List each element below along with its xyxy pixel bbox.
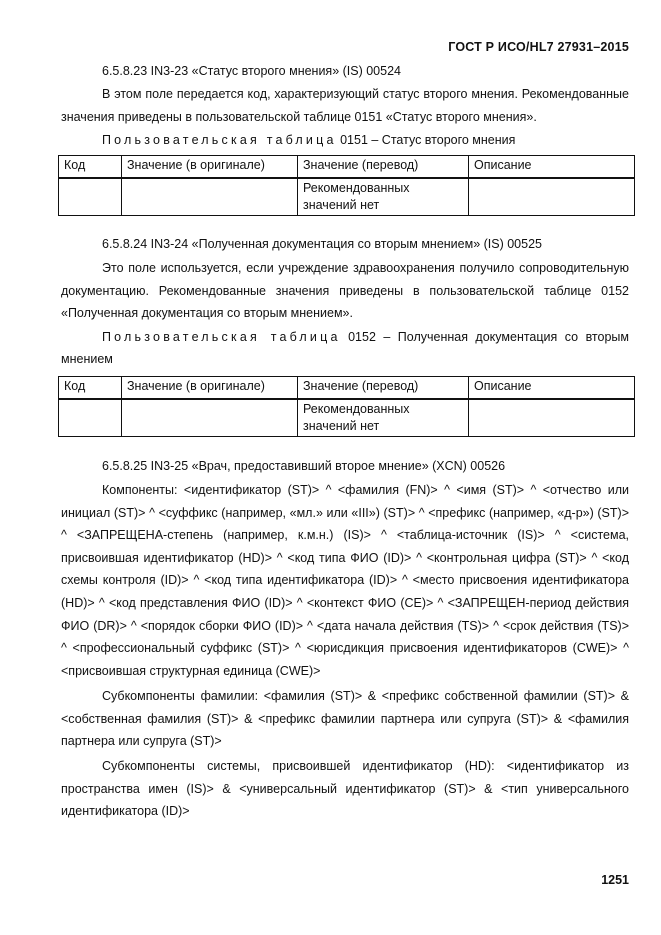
section-heading-6-5-8-24: 6.5.8.24 IN3-24 «Полученная документация со вторым мнением» (IS) 00525 <box>102 237 542 251</box>
column-header-translation: Значение (перевод) <box>298 156 469 179</box>
column-header-translation: Значение (перевод) <box>298 377 469 400</box>
user-table-0151 <box>58 155 635 216</box>
column-header-original: Значение (в оригинале) <box>122 377 298 400</box>
table-cell <box>122 178 298 216</box>
table-row <box>59 399 635 437</box>
column-header-description: Описание <box>469 156 635 179</box>
table-cell <box>122 399 298 437</box>
column-header-code: Код <box>59 156 122 179</box>
system-subcomponents-paragraph: Субкомпоненты системы, присвоившей идентификатор (HD): <идентификатор из пространства имен (IS)> & <универсальный идентификатор (ST)> & <тип универсального идентификатора (ID)> <box>61 759 629 819</box>
page-number: 1251 <box>601 873 629 887</box>
table-cell <box>59 178 122 216</box>
components-paragraph: Компоненты: <идентификатор (ST)> ^ <фамилия (FN)> ^ <имя (ST)> ^ <отчество или инициал (ST)> ^ <суффикс (например, «мл.» или «III») (ST)> ^ <префикс (например, «д-р») (ST)> ^ <ЗАПРЕЩЕНА-степень (например, к.м.н.) (IS)> ^ <таблица-источник (IS)> ^ <система, присвоившая идентификатор (HD)> ^ <код типа ФИО (ID)> ^ <контрольная цифра (ST)> ^ <код схемы контроля (ID)> ^ <код типа идентификатора (ID)> ^ <место присвоения идентификатора (HD)> ^ <код представления ФИО (ID)> ^ <контекст ФИО (CE)> ^ <ЗАПРЕЩЕН-период действия ФИО (DR)> ^ <порядок сборки ФИО (ID)> ^ <дата начала действия (TS)> ^ <срок действия (TS)> ^ <профессиональный суффикс (ST)> ^ <юрисдикция присвоения идентификаторов (CWE)> ^ <присвоившая структурная единица (CWE)> <box>61 483 629 678</box>
table-caption-spaced: Пользовательская таблица <box>102 133 337 147</box>
section-heading-6-5-8-25: 6.5.8.25 IN3-25 «Врач, предоставивший второе мнение» (XCN) 00526 <box>102 459 506 473</box>
column-header-description: Описание <box>469 377 635 400</box>
table-caption-0151 <box>61 129 629 151</box>
table-header-row <box>59 377 635 400</box>
column-header-code: Код <box>59 377 122 400</box>
table-cell: Рекомендованных значений нет <box>298 399 469 437</box>
table-caption-rest: 0152 – Полученная документация со вторым мнением <box>61 330 630 366</box>
column-header-original: Значение (в оригинале) <box>122 156 298 179</box>
table-cell <box>469 178 635 216</box>
user-table-0152 <box>58 376 635 437</box>
table-cell <box>469 399 635 437</box>
table-caption-0152 <box>61 326 629 370</box>
table-cell <box>59 399 122 437</box>
table-caption-rest: 0151 – Статус второго мнения <box>336 133 516 147</box>
family-subcomponents-paragraph: Субкомпоненты фамилии: <фамилия (ST)> & <префикс собственной фамилии (ST)> & <собственная фамилия (ST)> & <префикс фамилии партнера или супруга (ST)> & <фамилия партнера или супруга (ST)> <box>61 689 629 749</box>
section-text-6-5-8-24: Это поле используется, если учреждение здравоохранения получило сопроводительную документацию. Рекомендованные значения приведены в пользовательской таблице 0152 «Полученная документация со вторым мнением». <box>61 261 629 321</box>
table-row <box>59 178 635 216</box>
table-cell: Рекомендованных значений нет <box>298 178 469 216</box>
table-header-row <box>59 156 635 179</box>
section-heading-6-5-8-23: 6.5.8.23 IN3-23 «Статус второго мнения» (IS) 00524 <box>102 64 401 78</box>
section-text-6-5-8-23: В этом поле передается код, характеризующий статус второго мнения. Рекомендованные значения приведены в пользовательской таблице 0151 «Статус второго мнения». <box>61 87 629 124</box>
table-caption-spaced: Пользовательская таблица <box>102 330 341 344</box>
document-header: ГОСТ Р ИСО/HL7 27931–2015 <box>448 40 629 54</box>
